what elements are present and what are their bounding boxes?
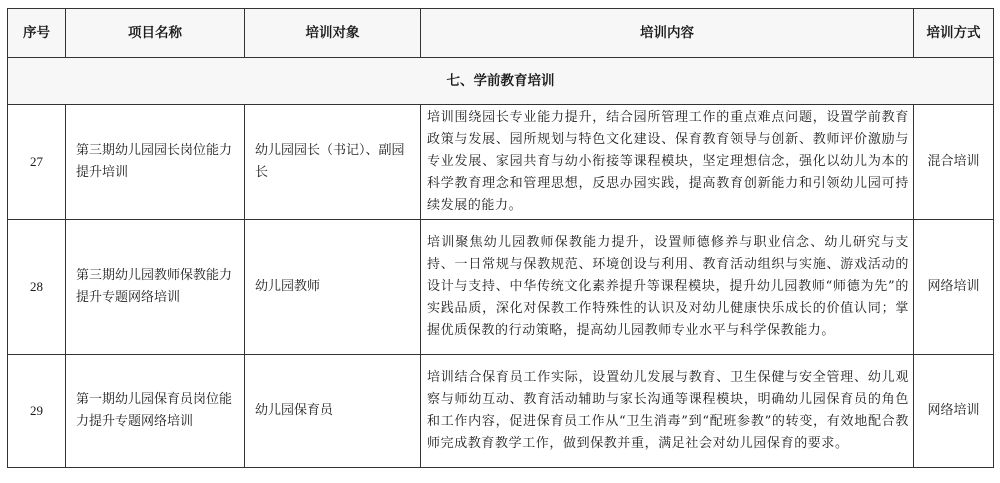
table-row [8, 105, 994, 220]
header-row [8, 9, 994, 58]
row-project-name: 第三期幼儿园园长岗位能力提升培训 [66, 105, 245, 220]
row-project-name: 第一期幼儿园保育员岗位能力提升专题网络培训 [66, 355, 245, 468]
row-index: 29 [8, 355, 66, 468]
row-method: 网络培训 [914, 220, 994, 355]
header-method: 培训方式 [914, 9, 994, 58]
header-index: 序号 [8, 9, 66, 58]
header-content: 培训内容 [421, 9, 914, 58]
row-target: 幼儿园保育员 [245, 355, 421, 468]
row-method: 网络培训 [914, 355, 994, 468]
row-project-name: 第三期幼儿园教师保教能力提升专题网络培训 [66, 220, 245, 355]
row-target: 幼儿园教师 [245, 220, 421, 355]
header-target: 培训对象 [245, 9, 421, 58]
row-content: 培训围绕园长专业能力提升，结合园所管理工作的重点难点问题，设置学前教育政策与发展、园所规划与特色文化建设、保育教育领导与创新、教师评价激励与专业发展、家园共育与幼小衔接等课程模块，坚定理想信念，强化以幼儿为本的科学教育理念和管理思想，反思办园实践，提高教育创新能力和引领幼儿园可持续发展的能力。 [421, 105, 914, 220]
row-method: 混合培训 [914, 105, 994, 220]
table-row [8, 220, 994, 355]
header-name: 项目名称 [66, 9, 245, 58]
row-target: 幼儿园园长（书记）、副园长 [245, 105, 421, 220]
row-index: 28 [8, 220, 66, 355]
training-table [7, 8, 994, 468]
table-row [8, 355, 994, 468]
row-content: 培训聚焦幼儿园教师保教能力提升，设置师德修养与职业信念、幼儿研究与支持、一日常规与保教规范、环境创设与利用、教育活动组织与实施、游戏活动的设计与支持、中华传统文化素养提升等课程模块，提升幼儿园教师“师德为先”的实践品质，深化对保教工作特殊性的认识及对幼儿健康快乐成长的价值认同；掌握优质保教的行动策略，提高幼儿园教师专业水平与科学保教能力。 [421, 220, 914, 355]
row-index: 27 [8, 105, 66, 220]
section-title: 七、学前教育培训 [8, 58, 994, 105]
row-content: 培训结合保育员工作实际，设置幼儿发展与教育、卫生保健与安全管理、幼儿观察与师幼互动、教育活动辅助与家长沟通等课程模块，明确幼儿园保育员的角色和工作内容，促进保育员工作从“卫生消毒”到“配班参教”的转变，有效地配合教师完成教育教学工作，做到保教并重，满足社会对幼儿园保育的要求。 [421, 355, 914, 468]
section-row [8, 58, 994, 105]
